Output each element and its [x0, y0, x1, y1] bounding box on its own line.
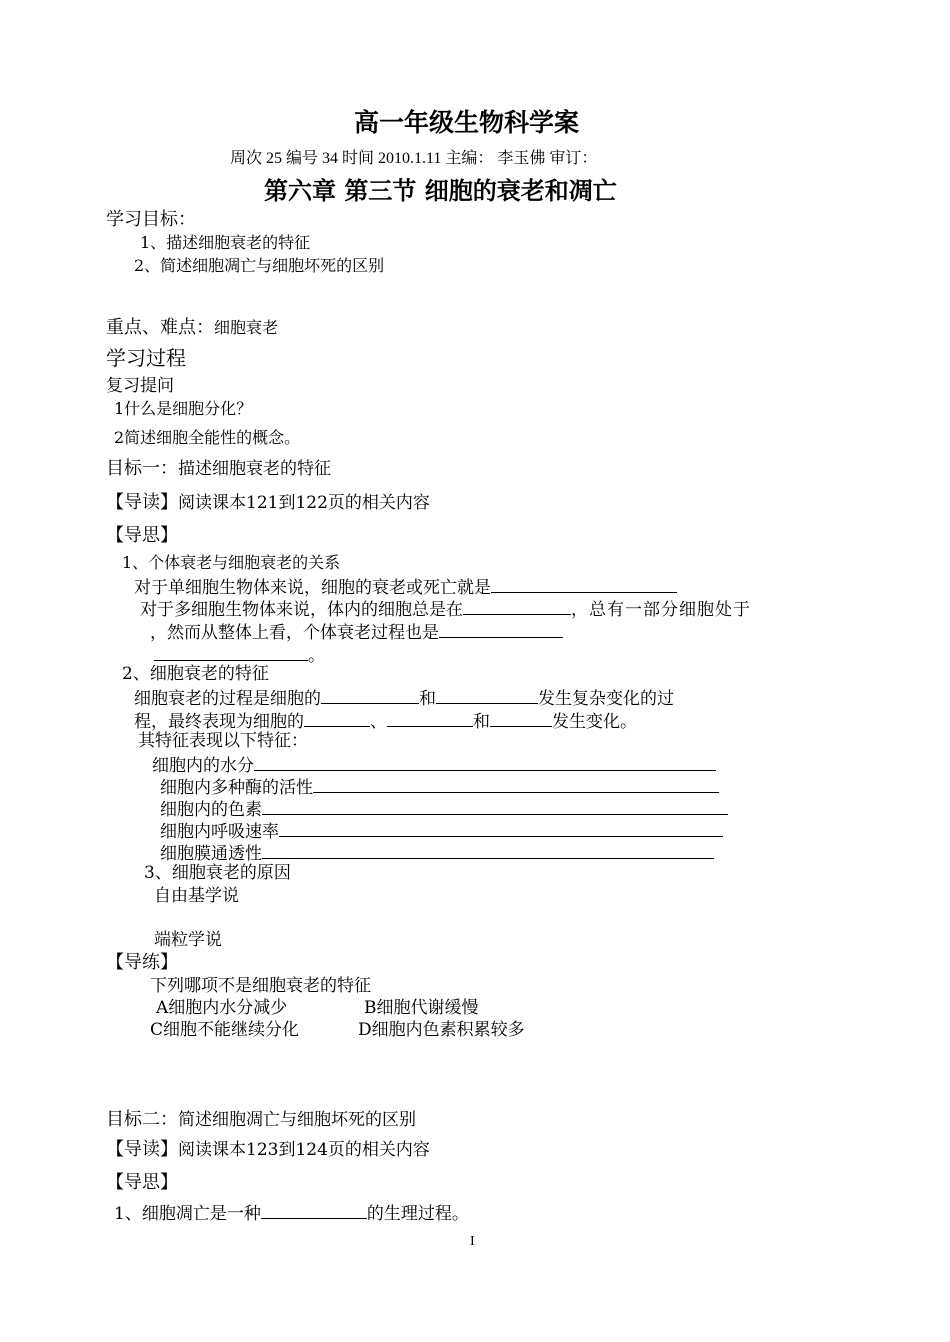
feature-label: 细胞内呼吸速率 — [160, 822, 279, 842]
fill-blank[interactable] — [387, 711, 473, 727]
goal2-guide-read — [106, 1141, 430, 1159]
goal2-guide-think-tag: 【导思】 — [106, 1172, 178, 1193]
goal1-item2-line2: 程，最终表现为细胞的 、 和 发生变化。 — [134, 712, 637, 732]
goal1-label: 目标一： — [106, 458, 178, 479]
objectives-heading: 学习目标： — [106, 209, 196, 230]
feature-row — [160, 777, 719, 797]
goal1-item1-line4: 。 — [154, 645, 325, 665]
fill-blank[interactable] — [262, 843, 714, 859]
feature-row — [160, 799, 728, 819]
objective-item-2: 2、简述细胞凋亡与细胞坏死的区别 — [134, 256, 385, 275]
goal2-item1: 1、细胞凋亡是一种 的生理过程。 — [114, 1204, 469, 1224]
document-meta: 周次 25 编号 34 时间 2010.1.11 主编： 李玉佛 审订： — [230, 150, 598, 167]
goal1-practice-tag: 【导练】 — [106, 952, 178, 973]
feature-row — [160, 843, 714, 863]
fill-blank[interactable] — [436, 688, 538, 704]
fill-blank[interactable] — [304, 711, 370, 727]
review-question-1: 1什么是细胞分化？ — [114, 399, 253, 418]
goal1-guide-read — [106, 494, 430, 512]
fill-blank[interactable] — [490, 711, 552, 727]
theory-free-radical: 自由基学说 — [154, 886, 239, 906]
goal1-item1-line3: ，然而从整体上看，个体衰老过程也是 — [150, 622, 563, 642]
goal2-text: 简述细胞凋亡与细胞坏死的区别 — [178, 1110, 416, 1130]
goal1-text: 描述细胞衰老的特征 — [178, 459, 331, 479]
option-d: D细胞内色素积累较多 — [358, 1020, 525, 1040]
fill-blank[interactable] — [254, 755, 716, 771]
goal1-item1-line2: 对于多细胞生物体来说，体内的细胞总是在 ，总有一部分细胞处于 — [140, 600, 751, 620]
feature-row — [160, 821, 723, 841]
goal1-item2-line3: 其特征表现以下特征： — [138, 731, 308, 751]
page-number: I — [470, 1234, 475, 1249]
option-b: B细胞代谢缓慢 — [364, 998, 479, 1018]
process-heading: 学习过程 — [106, 346, 186, 370]
key-points — [106, 319, 278, 337]
fill-blank[interactable] — [491, 577, 677, 593]
guide-read-tag: 【导读】 — [106, 1139, 178, 1160]
fill-blank[interactable] — [154, 645, 308, 661]
objective-item-1: 1、描述细胞衰老的特征 — [140, 233, 311, 252]
feature-label: 细胞膜通透性 — [160, 844, 262, 864]
feature-row — [152, 755, 716, 775]
theory-telomere: 端粒学说 — [154, 930, 222, 950]
fill-blank[interactable] — [463, 599, 571, 615]
review-heading: 复习提问 — [106, 376, 174, 396]
fill-blank[interactable] — [321, 688, 419, 704]
goal1-item1-title: 1、个体衰老与细胞衰老的关系 — [122, 553, 341, 572]
fill-blank[interactable] — [279, 821, 723, 837]
fill-blank[interactable] — [439, 622, 563, 638]
goal1-item2-title: 2、细胞衰老的特征 — [122, 664, 269, 684]
chapter-title: 第六章 第三节 细胞的衰老和凋亡 — [264, 176, 617, 205]
guide-read-text: 阅读课本121到122页的相关内容 — [178, 493, 430, 513]
feature-label: 细胞内的水分 — [152, 756, 254, 776]
guide-read-text: 阅读课本123到124页的相关内容 — [178, 1140, 430, 1160]
key-points-value: 细胞衰老 — [214, 318, 279, 337]
fill-blank[interactable] — [313, 777, 719, 793]
option-a: A细胞内水分减少 — [156, 998, 288, 1018]
practice-question: 下列哪项不是细胞衰老的特征 — [150, 976, 371, 996]
goal1-item3-title: 3、细胞衰老的原因 — [144, 863, 291, 883]
goal1-item1-line1: 对于单细胞生物体来说，细胞的衰老或死亡就是 — [134, 577, 677, 597]
option-c: C细胞不能继续分化 — [150, 1020, 300, 1040]
fill-blank[interactable] — [262, 799, 728, 815]
feature-label: 细胞内的色素 — [160, 800, 262, 820]
key-points-label: 重点、难点： — [106, 317, 214, 338]
review-question-2: 2简述细胞全能性的概念。 — [114, 428, 301, 447]
feature-label: 细胞内多种酶的活性 — [160, 778, 313, 798]
document-title: 高一年级生物科学案 — [354, 108, 580, 137]
fill-blank[interactable] — [261, 1203, 367, 1219]
guide-read-tag: 【导读】 — [106, 492, 178, 513]
goal1-item2-line1: 细胞衰老的过程是细胞的 和 发生复杂变化的过 — [134, 689, 674, 709]
goal1-guide-think-tag: 【导思】 — [106, 525, 178, 546]
goal1-heading — [106, 460, 331, 478]
goal2-label: 目标二： — [106, 1109, 178, 1130]
goal2-heading — [106, 1111, 416, 1129]
